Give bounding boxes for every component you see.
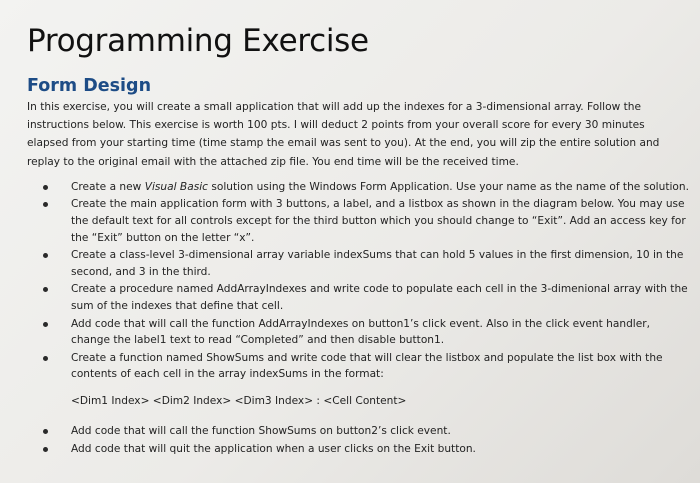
list-item — [71, 441, 691, 458]
list-item — [71, 281, 691, 314]
list-item — [71, 196, 691, 246]
page-title: Programming Exercise — [27, 23, 369, 59]
list-item-text-start: Create a new — [71, 180, 145, 193]
bullet-icon — [43, 447, 48, 452]
list-item-text: Add code that will quit the application when a user clicks on the Exit button. — [71, 442, 476, 455]
instruction-list-continued — [27, 423, 691, 457]
bullet-icon — [43, 185, 48, 190]
list-item-text: Add code that will call the function ShowSums on button2’s click event. — [71, 424, 451, 437]
list-item — [71, 247, 691, 280]
section-heading: Form Design — [27, 76, 152, 96]
bullet-icon — [43, 202, 48, 207]
bullet-icon — [43, 322, 48, 327]
instruction-list — [27, 179, 691, 383]
list-item-text: Add code that will call the function AddArrayIndexes on button1’s click event. Also in the click event handler, change the label1 text to read “Completed” and then disable button1. — [71, 317, 650, 347]
bullet-icon — [43, 287, 48, 292]
list-item-text-end: solution using the Windows Form Application. Use your name as the name of the solution. — [207, 180, 689, 193]
list-item-text: Create the main application form with 3 buttons, a label, and a listbox as shown in the diagram below. You may use the default text for all controls except for the third button which you should change to “Exit”. Add an access key for the “Exit” button on the letter “x”. — [71, 198, 686, 244]
list-item-text: Create a procedure named AddArrayIndexes and write code to populate each cell in the 3-dimenional array with the sum of the indexes that define that cell. — [71, 283, 688, 312]
list-item-text: Create a function named ShowSums and write code that will clear the listbox and populate the list box with the contents of each cell in the array indexSums in the format: — [71, 351, 663, 381]
list-item — [71, 316, 691, 349]
list-item — [71, 423, 691, 440]
bullet-icon — [43, 253, 48, 258]
list-item — [71, 179, 691, 196]
list-item-text: Create a class-level 3-dimensional array variable indexSums that can hold 5 values in the first dimension, 10 in the second, and 3 in the third. — [71, 249, 684, 278]
format-example: <Dim1 Index> <Dim2 Index> <Dim3 Index> : <Cell Content> — [71, 394, 407, 407]
list-item — [71, 350, 691, 383]
list-item-emphasis: Visual Basic — [144, 180, 208, 193]
intro-paragraph: In this exercise, you will create a small application that will add up the indexes for a 3-dimensional array. Follow the instructions below. This exercise is worth 100 pts. I will deduct 2 points from your overall score for every 30 minutes elapsed from your starting time (time stamp the email was sent to you). At the end, you will zip the entire solution and replay to the original email with the attached zip file. You end time will be the received time. — [27, 101, 660, 168]
bullet-icon — [43, 429, 48, 434]
bullet-icon — [43, 356, 48, 361]
